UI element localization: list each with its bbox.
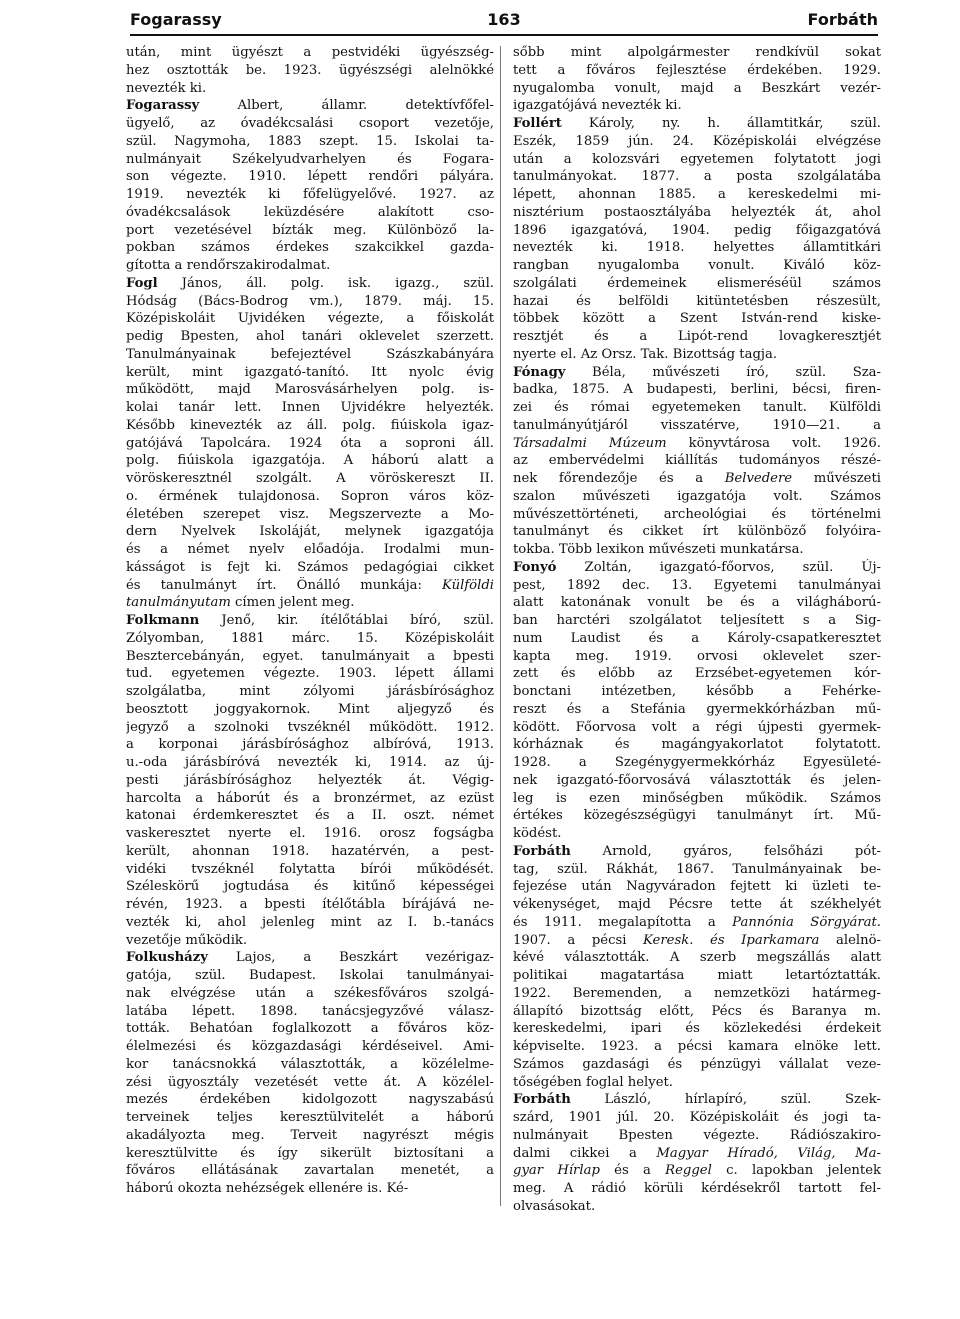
right-column bbox=[513, 44, 881, 1216]
text-segment: pesti járásbírósághoz helyezték át. Végig- bbox=[126, 772, 494, 788]
text-line bbox=[126, 44, 494, 62]
text-line bbox=[126, 168, 494, 186]
text-segment: szalon művészeti igazgatója volt. Számos bbox=[513, 488, 881, 504]
text-segment: tanulmányútjáról visszatérve, 1910—21. a bbox=[513, 417, 881, 433]
text-segment: tud. egyetemen végezte. 1903. lépett állami bbox=[126, 666, 494, 682]
text-segment: címen jelent meg. bbox=[230, 595, 355, 611]
text-segment: badka, 1875. A budapesti, berlini, bécsi, firen- bbox=[513, 382, 881, 398]
text-line bbox=[126, 648, 494, 666]
text-line bbox=[126, 594, 494, 612]
text-line bbox=[126, 275, 494, 293]
text-segment: hazai és belföldi kitüntetésben részesült, bbox=[513, 293, 881, 309]
header-right-entry: Forbáth bbox=[807, 10, 878, 29]
entry-name: Folkusházy bbox=[126, 950, 208, 966]
text-segment: o. érmének tulajdonosa. Sopron város köz- bbox=[126, 488, 494, 504]
text-line bbox=[513, 417, 881, 435]
text-line bbox=[513, 1198, 881, 1216]
text-line bbox=[513, 204, 881, 222]
text-segment: tanulmányokat. 1877. a posta szolgálatába bbox=[513, 169, 881, 185]
text-line bbox=[513, 44, 881, 62]
text-line bbox=[126, 967, 494, 985]
entry-name: Fonyó bbox=[513, 559, 557, 575]
text-segment: kórháznak és magángyakorlatot folytatott. bbox=[513, 737, 881, 753]
text-segment: és 1911. megalapította a bbox=[513, 914, 733, 930]
text-segment: Számos gazdasági és pénzügyi vállalat veze- bbox=[513, 1056, 881, 1072]
text-line bbox=[126, 310, 494, 328]
text-line bbox=[513, 115, 881, 133]
text-segment: ban harctéri szolgálatot teljesített s a Sig- bbox=[513, 613, 881, 628]
text-segment: akadályozta meg. Terveit nagyrészt mégis bbox=[126, 1127, 494, 1143]
text-segment: 1907. a pécsi bbox=[513, 932, 644, 948]
entry-name: Fónagy bbox=[513, 364, 566, 380]
text-segment: működött, majd Marosvásárhelyen polg. is- bbox=[126, 382, 494, 398]
text-line bbox=[126, 506, 494, 524]
italic-title: tanulmányutam bbox=[126, 595, 231, 611]
text-segment: képviselte. 1923. a pécsi kamara elnöke lett. bbox=[513, 1039, 881, 1054]
text-segment: polg. fiúiskola igazgatója. A háború alatt a bbox=[126, 453, 494, 469]
text-line bbox=[513, 541, 881, 559]
text-segment: főváros ellátásának zavartalan menetét, a bbox=[126, 1163, 494, 1179]
text-segment: vaskeresztet nyerte el. 1916. orosz fogságba bbox=[126, 826, 494, 841]
text-line bbox=[513, 239, 881, 257]
text-line bbox=[126, 1038, 494, 1056]
text-segment: nisztérium postaosztályába helyezték át, ahol bbox=[513, 204, 881, 220]
text-segment: háború okozta nehézségek ellenére is. Ké- bbox=[126, 1181, 409, 1196]
text-segment: művészettörténeti, archeológiai és történelmi bbox=[513, 506, 881, 522]
text-line bbox=[126, 541, 494, 559]
text-line bbox=[126, 932, 494, 950]
text-line bbox=[513, 665, 881, 683]
text-segment: gatójává Tapolcára. 1924 óta a soproni áll. bbox=[126, 435, 494, 451]
text-line bbox=[126, 186, 494, 204]
text-line bbox=[126, 630, 494, 648]
text-segment: politikai magatartása miatt letartóztatták. bbox=[513, 968, 881, 983]
text-line bbox=[126, 133, 494, 151]
text-segment: szolgálati érdemeinek elismeréséül számos bbox=[513, 275, 881, 291]
text-segment: élelmezési és közgazdasági kérdéseivel. Ami- bbox=[126, 1039, 494, 1054]
text-line bbox=[126, 896, 494, 914]
text-line bbox=[126, 523, 494, 541]
header-rule bbox=[130, 34, 878, 36]
text-line bbox=[513, 310, 881, 328]
text-segment: kévé választották. A szerb megszállás alatt bbox=[513, 950, 881, 966]
text-line bbox=[126, 452, 494, 470]
text-segment: Tanulmányainak befejeztével Szászkabányára bbox=[126, 346, 494, 362]
text-segment: latába lépett. 1898. tanácsjegyzővé válasz- bbox=[126, 1003, 494, 1019]
text-segment: nulmányait Székelyudvarhelyen és Fogara- bbox=[126, 151, 494, 167]
text-segment: Széleskörű jogtudása és kitűnő képességei bbox=[126, 879, 494, 895]
text-segment: Jenő, kir. ítélőtáblai bíró, szül. bbox=[199, 613, 494, 628]
text-segment: zei és római egyetemeken tanult. Külföldi bbox=[513, 400, 881, 415]
text-segment: c. lapokban jelentek bbox=[711, 1163, 881, 1179]
text-line bbox=[513, 630, 881, 648]
text-segment: pokban számos érdekes szakcikkel gazda- bbox=[126, 240, 494, 256]
text-segment: tett a főváros fejlesztése érdekében. 1929. bbox=[513, 62, 881, 78]
text-line bbox=[513, 364, 881, 382]
text-segment: Eszék, 1859 jún. 24. Középiskolái elvégzése bbox=[513, 133, 881, 149]
italic-title: Társadalmi Múzeum bbox=[513, 435, 667, 451]
text-segment: tag, szül. Rákhát, 1867. Tanulmányainak be- bbox=[513, 861, 881, 877]
text-line bbox=[513, 97, 881, 115]
text-segment: beosztott joggyakornok. Mint aljegyző és bbox=[126, 701, 494, 717]
text-segment: dern Nyelvek Iskoláját, melynek igazgatója bbox=[126, 524, 494, 540]
text-segment: vékenységet, majd Pécsre tette át székhelyét bbox=[513, 897, 881, 912]
text-line bbox=[126, 115, 494, 133]
text-segment: ködött. Főorvosa volt a régi újpesti gyermek- bbox=[513, 719, 881, 735]
text-line bbox=[513, 1038, 881, 1056]
text-line bbox=[513, 594, 881, 612]
text-line bbox=[126, 665, 494, 683]
text-segment: Lajos, a Beszkárt vezérigaz- bbox=[207, 950, 494, 966]
text-segment: reszt és a Stefánia gyermekkórházban mű- bbox=[513, 701, 881, 717]
text-segment: az embervédelmi kiállítás tudományos részé- bbox=[513, 453, 881, 469]
text-segment: nyerte el. Az Orsz. Tak. Bizottság tagja. bbox=[513, 346, 778, 362]
text-line bbox=[126, 683, 494, 701]
text-line bbox=[513, 914, 881, 932]
text-line bbox=[126, 559, 494, 577]
text-segment: zési ügyosztály vezetését vette át. A közélel- bbox=[126, 1074, 494, 1090]
text-segment: hez osztották be. 1923. ügyészségi alelnökké bbox=[126, 62, 494, 78]
text-line bbox=[513, 577, 881, 595]
text-line bbox=[513, 381, 881, 399]
text-segment: bonctani intézetben, később a Fehérke- bbox=[513, 684, 881, 699]
text-segment: alelnö- bbox=[819, 932, 881, 948]
text-segment: Középiskoláit Ujvidéken végezte, a főiskolát bbox=[126, 311, 494, 327]
text-segment: tokba. Több lexikon művészeti munkatársa. bbox=[513, 542, 804, 557]
column-divider bbox=[500, 46, 501, 1206]
text-line bbox=[126, 861, 494, 879]
text-line bbox=[513, 861, 881, 879]
text-line bbox=[513, 1020, 881, 1038]
text-line bbox=[513, 435, 881, 453]
text-segment: és tanulmányt írt. Önálló munkája: bbox=[126, 577, 443, 593]
text-line bbox=[513, 754, 881, 772]
text-segment: tanulmányt és cikket írt különböző folyóira- bbox=[513, 524, 881, 540]
text-line bbox=[513, 949, 881, 967]
text-line bbox=[513, 80, 881, 98]
text-segment: többek között a Szent István-rend kiske- bbox=[513, 311, 881, 327]
text-line bbox=[513, 967, 881, 985]
text-segment: 1928. a Szegénygyermekkórház Egyesületé- bbox=[513, 755, 881, 770]
text-segment: Arnold, gyáros, felsőházi pót- bbox=[570, 843, 881, 859]
text-line bbox=[513, 985, 881, 1003]
text-segment: 1919. nevezték ki főfelügyelővé. 1927. az bbox=[126, 187, 494, 202]
entry-name: Fogl bbox=[126, 275, 158, 291]
text-segment: Hódság (Bács-Bodrog vm.), 1879. máj. 15. bbox=[126, 293, 494, 309]
text-segment: a korponai járásbírósághoz albíróvá, 1913. bbox=[126, 737, 494, 753]
text-segment: meg. A rádió körüli kérdésekről tartott fel- bbox=[513, 1181, 881, 1196]
text-segment: resztjét és a Lipót-rend lovagkeresztjét bbox=[513, 329, 881, 344]
text-line bbox=[126, 790, 494, 808]
text-line bbox=[513, 452, 881, 470]
text-segment: pest, 1892 dec. 13. Egyetemi tanulmányai bbox=[513, 577, 881, 593]
text-segment: kolai tanár lett. Innen Ujvidékre helyezték. bbox=[126, 400, 494, 415]
text-line bbox=[513, 488, 881, 506]
text-line bbox=[513, 1127, 881, 1145]
text-segment: nek főrendezője és a bbox=[513, 471, 725, 486]
text-segment: kapta meg. 1919. orvosi oklevelet szer- bbox=[513, 648, 881, 664]
text-segment: port vezetésével bízták meg. Különböző la- bbox=[126, 222, 494, 238]
text-line bbox=[513, 186, 881, 204]
text-line bbox=[126, 985, 494, 1003]
text-segment: kereskedelmi, ipari és közlekedési érdekeit bbox=[513, 1021, 881, 1037]
header-left-entry: Fogarassy bbox=[130, 10, 222, 29]
text-line bbox=[513, 293, 881, 311]
text-segment: állapító bizottság előtt, Pécs és Baranya m. bbox=[513, 1003, 881, 1019]
text-line bbox=[513, 1074, 881, 1092]
text-segment: alatt katonának vonult be és a világháború- bbox=[513, 595, 881, 611]
text-line bbox=[513, 825, 881, 843]
text-segment: Zólyomban, 1881 márc. 15. Középiskoláit bbox=[126, 630, 494, 646]
text-line bbox=[513, 736, 881, 754]
text-segment: vezték ki, ahol jelenleg mint az I. b.-tanács bbox=[126, 914, 494, 930]
text-line bbox=[126, 719, 494, 737]
text-line bbox=[513, 328, 881, 346]
entry-name: Forbáth bbox=[513, 843, 571, 859]
text-line bbox=[126, 80, 494, 98]
text-line bbox=[126, 825, 494, 843]
text-segment: rangban nyugalomba vonult. Kiváló köz- bbox=[513, 258, 881, 273]
entry-name: Forbáth bbox=[513, 1092, 571, 1108]
text-line bbox=[513, 932, 881, 950]
text-segment: vidéki tvszéknél folytatta bírói működését. bbox=[126, 861, 494, 877]
entry-name: Fogarassy bbox=[126, 98, 200, 114]
text-segment: gította a rendőrszakirodalmat. bbox=[126, 258, 331, 273]
text-line bbox=[513, 1003, 881, 1021]
page-number: 163 bbox=[487, 10, 521, 29]
text-line bbox=[513, 772, 881, 790]
italic-title: Pannónia Sörgyárat. bbox=[732, 914, 881, 930]
text-segment: művészeti bbox=[792, 471, 881, 486]
left-column bbox=[126, 44, 494, 1198]
text-line bbox=[126, 62, 494, 80]
text-segment: num Laudist és a Károly-csapatkeresztet bbox=[513, 630, 881, 646]
text-segment: Zoltán, igazgató-főorvos, szül. Új- bbox=[556, 559, 881, 575]
text-segment: keresztülvitte és így sikerült biztosítani a bbox=[126, 1145, 494, 1161]
text-line bbox=[126, 399, 494, 417]
text-segment: harcolta a háborút és a bronzérmet, az ezüst bbox=[126, 790, 494, 806]
text-line bbox=[513, 1162, 881, 1180]
text-line bbox=[126, 1003, 494, 1021]
text-line bbox=[126, 701, 494, 719]
text-line bbox=[126, 754, 494, 772]
text-segment: fejezése után Nagyváradon fejtett ki üzleti te- bbox=[513, 879, 881, 895]
text-line bbox=[126, 257, 494, 275]
text-line bbox=[126, 1145, 494, 1163]
text-line bbox=[513, 843, 881, 861]
text-segment: Később kinevezték az áll. polg. fiúiskola igaz- bbox=[126, 417, 494, 433]
text-segment: János, áll. polg. isk. igazg., szül. bbox=[157, 275, 494, 291]
text-segment: igazgatójává nevezték ki. bbox=[513, 98, 682, 114]
text-segment: gatója, szül. Budapest. Iskolai tanulmányai- bbox=[126, 968, 494, 983]
text-segment: tották. Behatóan foglalkozott a főváros köz- bbox=[126, 1021, 494, 1037]
text-line bbox=[126, 239, 494, 257]
text-segment: és a német nyelv előadója. Irodalmi mun- bbox=[126, 542, 494, 557]
text-segment: katonai érdemkeresztet és a II. oszt. német bbox=[126, 808, 494, 824]
text-line bbox=[126, 151, 494, 169]
text-segment: nulmányait Bpesten végezte. Rádiószakiro- bbox=[513, 1127, 881, 1143]
text-line bbox=[513, 1056, 881, 1074]
text-line bbox=[513, 275, 881, 293]
text-line bbox=[126, 97, 494, 115]
text-segment: után, mint ügyészt a pestvidéki ügyészség- bbox=[126, 45, 494, 60]
text-line bbox=[513, 1180, 881, 1198]
italic-title: gyar Hírlap bbox=[513, 1163, 600, 1179]
text-line bbox=[126, 612, 494, 630]
text-segment: nyugalomba vonult, majd a Beszkárt vezér- bbox=[513, 80, 881, 96]
text-segment: lépett, ahonnan 1885. a kereskedelmi mi- bbox=[513, 187, 881, 202]
text-segment: vezetője működik. bbox=[126, 932, 248, 948]
text-segment: könyvtárosa volt. 1926. bbox=[666, 435, 881, 451]
text-line bbox=[513, 1109, 881, 1127]
text-line bbox=[513, 807, 881, 825]
text-segment: tőségében foglal helyet. bbox=[513, 1074, 674, 1090]
running-header bbox=[130, 10, 878, 34]
entry-name: Folkmann bbox=[126, 613, 200, 628]
text-line bbox=[513, 346, 881, 364]
text-segment: kor tanácsnokká választották, a közélelme- bbox=[126, 1056, 494, 1072]
text-line bbox=[513, 648, 881, 666]
text-segment: mezés érdekében kidolgozott nagyszabású bbox=[126, 1092, 494, 1108]
text-segment: son végezte. 1910. lépett rendőri pályára. bbox=[126, 169, 494, 185]
text-line bbox=[126, 381, 494, 399]
text-line bbox=[126, 435, 494, 453]
text-line bbox=[513, 399, 881, 417]
text-line bbox=[513, 683, 881, 701]
text-line bbox=[126, 293, 494, 311]
italic-title: Belvedere bbox=[724, 471, 793, 486]
text-line bbox=[126, 204, 494, 222]
text-line bbox=[513, 133, 881, 151]
text-line bbox=[126, 914, 494, 932]
text-segment: leg is ezen minőségben működik. Számos bbox=[513, 790, 881, 806]
text-line bbox=[126, 417, 494, 435]
text-line bbox=[126, 772, 494, 790]
text-line bbox=[513, 62, 881, 80]
text-line bbox=[126, 1091, 494, 1109]
text-line bbox=[126, 1074, 494, 1092]
text-segment: 1896 igazgatóvá, 1904. pedig főigazgatóvá bbox=[513, 222, 881, 238]
text-line bbox=[513, 719, 881, 737]
text-segment: szárd, 1901 júl. 20. Középiskoláit és jogi ta- bbox=[513, 1110, 881, 1125]
text-segment: Károly, ny. h. államtitkár, szül. bbox=[561, 116, 881, 131]
text-line bbox=[513, 470, 881, 488]
text-segment: ködést. bbox=[513, 826, 562, 841]
text-line bbox=[126, 736, 494, 754]
text-segment: értékes közegészségügyi tanulmányt írt. Mű- bbox=[513, 808, 881, 824]
text-segment: került, ahonnan 1918. hazatérvén, a pest- bbox=[126, 843, 494, 859]
text-segment: Albert, államr. detektívfőfel- bbox=[199, 98, 494, 114]
text-line bbox=[126, 843, 494, 861]
text-segment: terveinek teljes keresztülvitelét a háború bbox=[126, 1110, 494, 1125]
text-line bbox=[513, 1091, 881, 1109]
text-segment: után a kolozsvári egyetemen folytatott jogi bbox=[513, 151, 881, 167]
text-line bbox=[513, 790, 881, 808]
text-segment: és a bbox=[599, 1163, 666, 1179]
text-segment: Besztercebányán, egyet. tanulmányait a bpesti bbox=[126, 648, 494, 664]
text-line bbox=[126, 1109, 494, 1127]
text-line bbox=[126, 222, 494, 240]
text-line bbox=[126, 949, 494, 967]
text-segment: László, hírlapíró, szül. Szek- bbox=[570, 1092, 881, 1108]
text-line bbox=[513, 612, 881, 630]
text-segment: nevezték ki. bbox=[126, 80, 207, 96]
text-segment: vöröskeresztnél szolgált. A vöröskereszt II. bbox=[126, 471, 494, 486]
text-segment: 1922. Beremenden, a nemzetközi határmeg- bbox=[513, 985, 881, 1001]
text-segment: u.-oda járásbíróvá nevezték ki, 1914. az új- bbox=[126, 755, 494, 770]
italic-title: Külföldi bbox=[442, 577, 494, 593]
text-segment: nek igazgató-főorvosává választották és jelen- bbox=[513, 772, 881, 788]
entry-name: Follért bbox=[513, 116, 562, 131]
text-line bbox=[513, 878, 881, 896]
text-line bbox=[513, 701, 881, 719]
text-segment: kásságot is fejt ki. Számos pedagógiai cikket bbox=[126, 559, 494, 575]
text-line bbox=[513, 506, 881, 524]
text-segment: révén, 1923. a bpesti ítélőtábla bírájává ne- bbox=[126, 897, 494, 912]
text-segment: került, mint igazgató-tanító. Itt nyolc évig bbox=[126, 364, 494, 380]
text-segment: sőbb mint alpolgármester rendkívül sokat bbox=[513, 45, 881, 60]
text-segment: zett és előbb az Erzsébet-egyetemen kór- bbox=[513, 666, 881, 682]
text-segment: nak elvégzése után a székesfőváros szolgá- bbox=[126, 985, 494, 1001]
text-line bbox=[126, 328, 494, 346]
text-segment: óvadékcsalások leküzdésére alakított cso- bbox=[126, 204, 494, 220]
text-line bbox=[513, 559, 881, 577]
text-segment: dalmi cikkei a bbox=[513, 1145, 657, 1161]
text-line bbox=[513, 168, 881, 186]
text-segment: életében szerepet visz. Megszervezte a Mo- bbox=[126, 506, 494, 522]
text-line bbox=[126, 577, 494, 595]
text-line bbox=[126, 1056, 494, 1074]
italic-title: Reggel bbox=[665, 1163, 712, 1179]
text-line bbox=[126, 1180, 494, 1198]
text-line bbox=[126, 470, 494, 488]
text-line bbox=[513, 222, 881, 240]
text-line bbox=[513, 257, 881, 275]
text-line bbox=[513, 151, 881, 169]
text-line bbox=[126, 1020, 494, 1038]
italic-title: Magyar Híradó, Világ, Ma- bbox=[656, 1145, 881, 1161]
italic-title: Keresk. és Iparkamara bbox=[643, 932, 820, 948]
text-line bbox=[126, 346, 494, 364]
text-line bbox=[126, 488, 494, 506]
text-line bbox=[126, 807, 494, 825]
text-segment: Béla, művészeti író, szül. Sza- bbox=[565, 364, 881, 380]
text-line bbox=[126, 1162, 494, 1180]
text-line bbox=[513, 896, 881, 914]
text-segment: szolgálatba, mint zólyomi járásbírósághoz bbox=[126, 684, 494, 699]
text-segment: nevezték ki. 1918. helyettes államtitkári bbox=[513, 240, 881, 256]
text-segment: ügyelő, az óvadékcsalási csoport vezetője, bbox=[126, 116, 494, 131]
text-line bbox=[126, 364, 494, 382]
text-segment: pedig Bpesten, ahol tanári oklevelet szerzett. bbox=[126, 329, 494, 344]
text-line bbox=[126, 878, 494, 896]
text-segment: szül. Nagymoha, 1883 szept. 15. Iskolai ta- bbox=[126, 133, 494, 149]
text-line bbox=[513, 1145, 881, 1163]
text-segment: jegyző a szolnoki tvszéknél működött. 1912. bbox=[126, 719, 494, 735]
text-line bbox=[513, 523, 881, 541]
text-line bbox=[126, 1127, 494, 1145]
text-segment: olvasásokat. bbox=[513, 1198, 596, 1214]
